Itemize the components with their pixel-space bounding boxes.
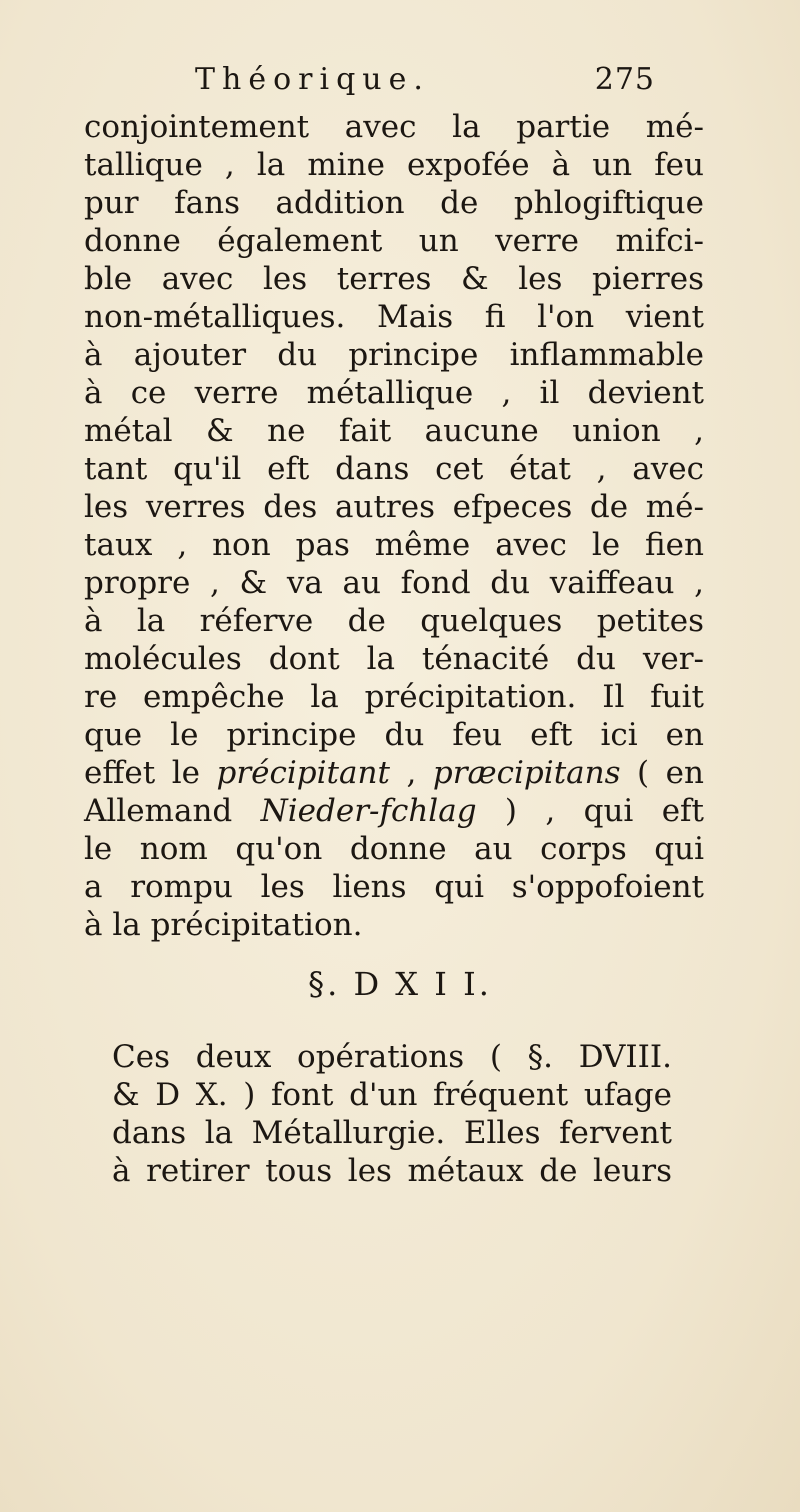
text-line: donne également un verre mifci- [84,223,704,259]
text-line-with-italics [84,754,704,792]
italic-term-nieder-fchlag: Nieder-fchlag [260,793,477,829]
text-line-with-italics [84,792,704,830]
text-line: tallique , la mine expofée à un feu [84,147,704,183]
italic-term-praecipitans: præcipitans [432,755,621,791]
page-header [195,62,655,102]
text-line: non-métalliques. Mais fi l'on vient [84,299,704,335]
text-line: propre , & va au fond du vaiffeau , [84,565,704,601]
text-line: Ces deux opérations ( §. DVIII. [112,1039,672,1075]
italic-term-precipitant: précipitant [216,755,390,791]
text-line: les verres des autres efpeces de mé- [84,489,704,525]
text-segment: , [389,755,433,791]
text-line: dans la Métallurgie. Elles fervent [112,1115,672,1151]
paragraph-1 [84,108,704,944]
text-line: re empêche la précipitation. Il fuit [84,679,704,715]
text-line: métal & ne fait aucune union , [84,413,704,449]
text-line: & D X. ) font d'un fréquent ufage [112,1077,672,1113]
text-line: taux , non pas même avec le fien [84,527,704,563]
text-line: à ce verre métallique , il devient [84,375,704,411]
text-line: le nom qu'on donne au corps qui [84,831,704,867]
section-heading: §. D X I I. [308,965,492,1003]
running-title: Théorique. [195,62,430,97]
text-line: à la précipitation. [84,907,363,943]
text-line: à la réferve de quelques petites [84,603,704,639]
page-number: 275 [594,62,655,97]
text-segment: Allemand [84,793,261,829]
text-line: à retirer tous les métaux de leurs [112,1153,672,1189]
text-line: tant qu'il eft dans cet état , avec [84,451,704,487]
text-line: que le principe du feu eft ici en [84,717,704,753]
text-line: pur fans addition de phlogiftique [84,185,704,221]
text-segment: effet le [84,755,217,791]
text-line: a rompu les liens qui s'oppofoient [84,869,704,905]
text-line: à ajouter du principe inflammable [84,337,704,373]
text-segment: ) , qui eft [476,793,704,829]
paragraph-2 [112,1038,672,1190]
text-line: ble avec les terres & les pierres [84,261,704,297]
text-line: conjointement avec la partie mé- [84,109,704,145]
text-line: molécules dont la ténacité du ver- [84,641,704,677]
text-segment: ( en [620,755,704,791]
